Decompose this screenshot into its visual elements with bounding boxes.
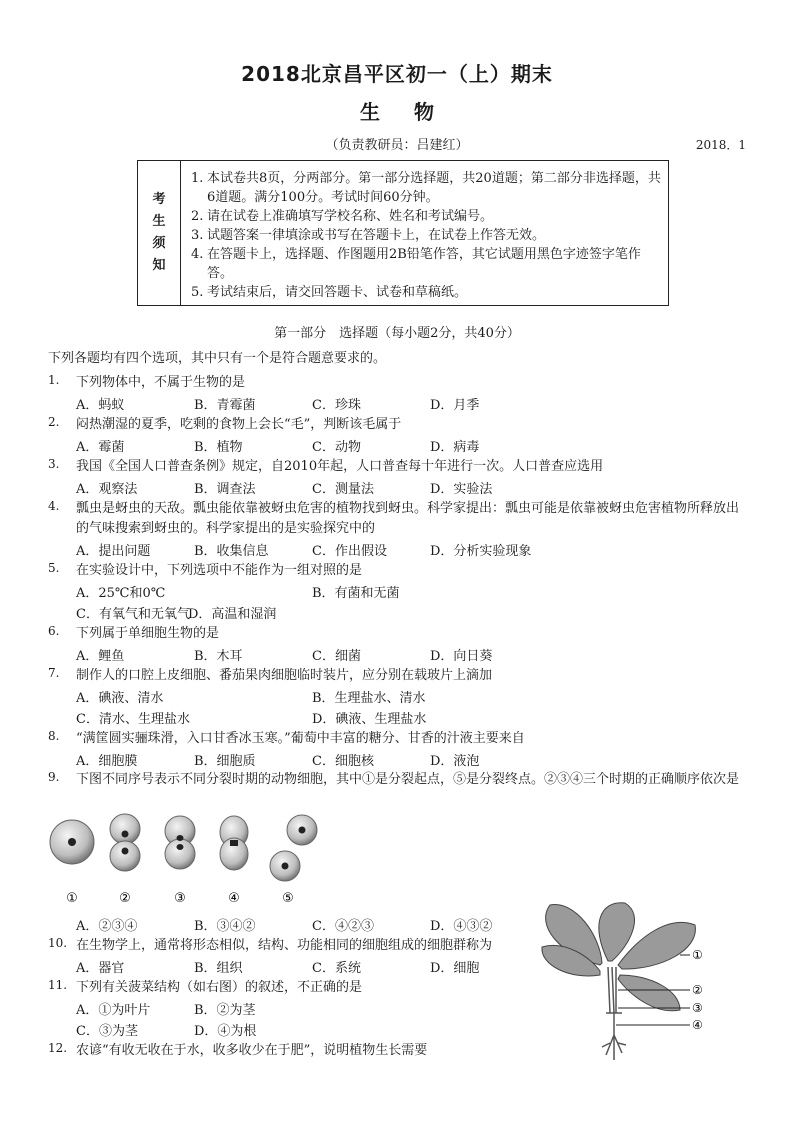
question xyxy=(48,729,748,749)
subject-title: 生物 xyxy=(360,100,468,124)
cell-3 xyxy=(165,816,195,869)
section-intro: 下列各题均有四个选项，其中只有一个是符合题意要求的。 xyxy=(48,351,387,366)
option: B．细胞质 xyxy=(194,754,256,769)
notice-item: 4. 在答题卡上，选择题、作图题用2B铅笔作答，其它试题用黑色字迹签字笔作答。 xyxy=(191,247,641,281)
question-number: 9. xyxy=(48,770,60,784)
option: C．动物 xyxy=(312,440,361,455)
option: A．霉菌 xyxy=(76,440,125,455)
plant-label: ④ xyxy=(692,1018,703,1032)
question xyxy=(48,936,518,956)
notice-item: 1. 本试卷共8页，分两部分。第一部分选择题，共20道题；第二部分非选择题，共6道题。满分100分。考试时间60分钟。 xyxy=(191,171,661,205)
question-stem: 下列有关菠菜结构（如右图）的叙述，不正确的是 xyxy=(76,980,363,995)
cell-label: ⑤ xyxy=(282,891,294,906)
option: B．木耳 xyxy=(194,649,243,664)
question-number: 11. xyxy=(48,978,68,992)
option: B．收集信息 xyxy=(194,544,269,559)
question-stem: 制作人的口腔上皮细胞、番茄果肉细胞临时装片，应分别在载玻片上滴加 xyxy=(76,668,493,683)
question xyxy=(48,457,748,477)
question xyxy=(48,978,518,998)
question-stem: 农谚“有收无收在于水，收多收少在于肥”，说明植物生长需要 xyxy=(76,1043,428,1058)
question xyxy=(48,499,748,539)
option: D．碘液、生理盐水 xyxy=(312,712,427,727)
option: A．①为叶片 xyxy=(76,1003,151,1018)
question xyxy=(48,1041,518,1061)
option: A．提出问题 xyxy=(76,544,151,559)
notice-label-char: 知 xyxy=(152,258,166,273)
cell-4 xyxy=(220,816,248,870)
option: D．实验法 xyxy=(430,482,493,497)
cell-5 xyxy=(270,815,317,881)
question-stem: 瓢虫是蚜虫的天敌。瓢虫能依靠被蚜虫危害的植物找到蚜虫。科学家提出：瓢虫可能是依靠被蚜虫危害植物所释放出的气味搜索到蚜虫的。科学家提出的是实验探究中的 xyxy=(76,501,740,536)
option: D．高温和湿润 xyxy=(188,607,277,622)
notice-label-char: 考 xyxy=(152,192,166,207)
option: B．有菌和无菌 xyxy=(312,586,400,601)
cell-2 xyxy=(110,814,140,871)
option: B．②为茎 xyxy=(194,1003,256,1018)
option: D．细胞 xyxy=(430,961,480,976)
notice-label-char: 生 xyxy=(152,214,166,229)
option: C．③为茎 xyxy=(76,1024,138,1039)
option: C．作出假设 xyxy=(312,544,387,559)
page-title: 2018北京昌平区初一（上）期末 xyxy=(241,62,553,86)
option: B．生理盐水、清水 xyxy=(312,691,426,706)
question-stem: 我国《全国人口普查条例》规定，自2010年起，人口普查每十年进行一次。人口普查应选用 xyxy=(76,459,604,474)
question-number: 3. xyxy=(48,457,60,471)
option: C．有氧气和无氧气 xyxy=(76,607,190,622)
option: B．青霉菌 xyxy=(194,398,256,413)
option: A．②③④ xyxy=(76,919,138,934)
plant-label: ① xyxy=(692,948,703,962)
cell-label: ③ xyxy=(174,891,186,906)
option: C．清水、生理盐水 xyxy=(76,712,190,727)
question-stem: 闷热潮湿的夏季，吃剩的食物上会长“毛”，判断该毛属于 xyxy=(76,417,402,432)
question xyxy=(48,415,748,435)
option: D．④为根 xyxy=(194,1024,257,1039)
option: D．月季 xyxy=(430,398,480,413)
question xyxy=(48,770,748,790)
option: C．系统 xyxy=(312,961,361,976)
option: A．鲤鱼 xyxy=(76,649,125,664)
option: C．测量法 xyxy=(312,482,374,497)
notice-box xyxy=(137,160,669,306)
question-stem: 在实验设计中，下列选项中不能作为一组对照的是 xyxy=(76,563,363,578)
option: C．珍珠 xyxy=(312,398,361,413)
option: A．蚂蚁 xyxy=(76,398,125,413)
notice-item: 3. 试题答案一律填涂或书写在答题卡上，在试卷上作答无效。 xyxy=(191,228,546,243)
question-stem: 在生物学上，通常将形态相似，结构、功能相同的细胞组成的细胞群称为 xyxy=(76,938,493,953)
plant-label: ③ xyxy=(692,1001,703,1015)
option: B．植物 xyxy=(194,440,243,455)
option: A．细胞膜 xyxy=(76,754,138,769)
option: D．向日葵 xyxy=(430,649,493,664)
question xyxy=(48,561,748,581)
option: B．③④② xyxy=(194,919,256,934)
question-stem: 下列属于单细胞生物的是 xyxy=(76,626,220,641)
question-stem: 下图不同序号表示不同分裂时期的动物细胞，其中①是分裂起点，⑤是分裂终点。②③④三个时期的正确顺序依次是 xyxy=(76,772,740,787)
exam-date: 2018．1 xyxy=(695,138,746,152)
plant-label: ② xyxy=(692,983,703,997)
question xyxy=(48,666,748,686)
cell-1 xyxy=(50,820,94,864)
notice-list xyxy=(181,161,668,305)
question-number: 12. xyxy=(48,1041,68,1055)
question-number: 5. xyxy=(48,561,60,575)
option: A．碘液、清水 xyxy=(76,691,164,706)
question-number: 2. xyxy=(48,415,60,429)
question-number: 4. xyxy=(48,499,60,513)
section-title: 第一部分 选择题（每小题2分，共40分） xyxy=(274,326,520,341)
option: D．④③② xyxy=(430,919,493,934)
notice-item: 5. 考试结束后，请交回答题卡、试卷和草稿纸。 xyxy=(191,285,468,300)
question xyxy=(48,624,748,644)
notice-label-char: 须 xyxy=(152,236,166,251)
option: A．观察法 xyxy=(76,482,138,497)
option: B．组织 xyxy=(194,961,243,976)
option: A．器官 xyxy=(76,961,125,976)
spinach-figure xyxy=(530,895,720,1065)
question-number: 10. xyxy=(48,936,68,950)
option: D．液泡 xyxy=(430,754,480,769)
cell-division-figure xyxy=(48,810,338,910)
notice-label xyxy=(138,161,181,305)
cell-label: ② xyxy=(119,891,131,906)
option: C．④②③ xyxy=(312,919,374,934)
question-stem: “满筐圆实骊珠滑，入口甘香冰玉寒。”葡萄中丰富的糖分、甘香的汁液主要来自 xyxy=(76,731,525,746)
question-number: 1. xyxy=(48,373,60,387)
option: A．25℃和0℃ xyxy=(76,586,166,601)
option: D．分析实验现象 xyxy=(430,544,532,559)
question-stem: 下列物体中，不属于生物的是 xyxy=(76,375,246,390)
editor-line: （负责教研员：吕建红） xyxy=(325,138,469,153)
question xyxy=(48,373,748,393)
cell-label: ④ xyxy=(228,891,240,906)
notice-item: 2. 请在试卷上准确填写学校名称、姓名和考试编号。 xyxy=(191,209,494,224)
option: C．细胞核 xyxy=(312,754,374,769)
option: D．病毒 xyxy=(430,440,480,455)
question-number: 7. xyxy=(48,666,60,680)
question-number: 6. xyxy=(48,624,60,638)
option: B．调查法 xyxy=(194,482,256,497)
option: C．细菌 xyxy=(312,649,361,664)
question-number: 8. xyxy=(48,729,60,743)
cell-label: ① xyxy=(66,891,78,906)
